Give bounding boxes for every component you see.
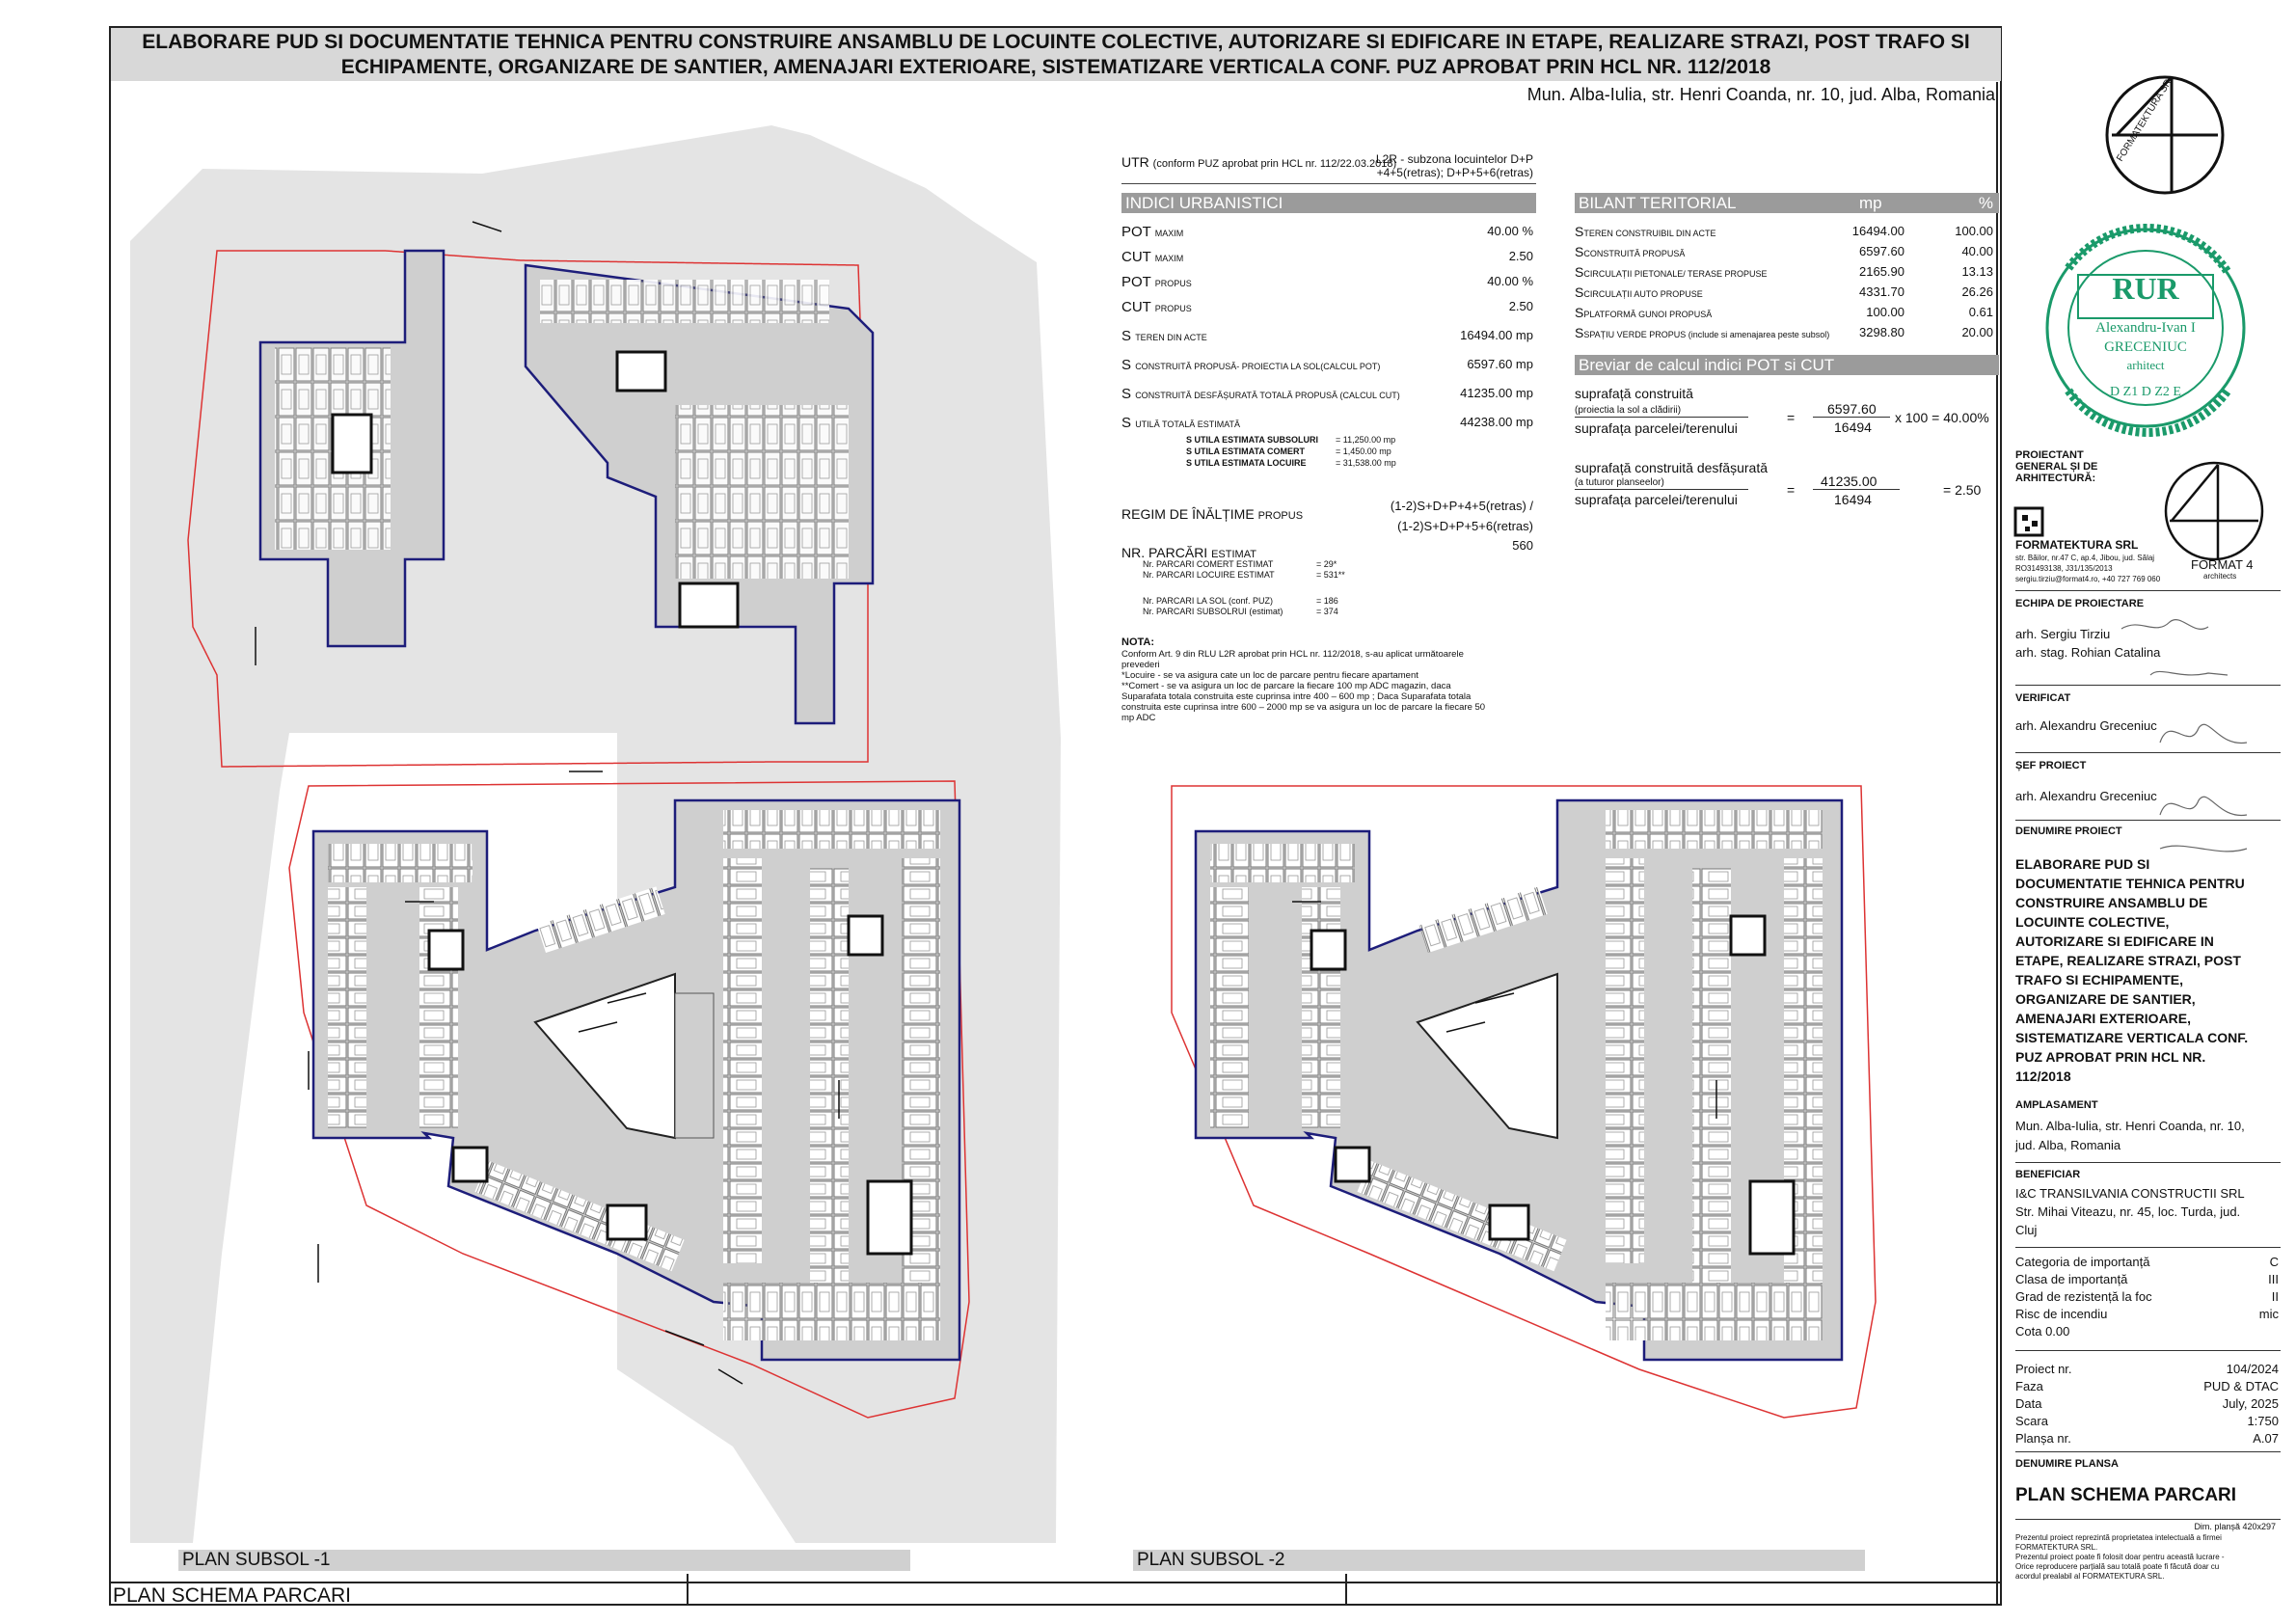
verificat-name: arh. Alexandru Greceniuc: [2015, 718, 2157, 733]
indici-row-label: S TEREN DIN ACTE: [1121, 328, 1207, 344]
bilant-row-pct: 100.00: [1955, 224, 1993, 238]
utile-label: S UTILA ESTIMATA LOCUIRE: [1186, 458, 1307, 468]
pot-num-sub: (proiectia la sol a clădirii): [1575, 405, 1682, 416]
indici-row-label: S CONSTRUITĂ PROPUSĂ- PROIECTIA LA SOL(CALCUL POT): [1121, 357, 1381, 373]
parcari-row-value: = 374: [1316, 607, 1338, 616]
property-value: II: [2271, 1289, 2279, 1304]
nota-title: NOTA:: [1121, 636, 1155, 648]
pot-rule: [1575, 417, 1748, 418]
property-value: III: [2268, 1272, 2279, 1286]
tb-rule-1: [2015, 590, 2281, 591]
project-info-label: Proiect nr.: [2015, 1362, 2072, 1376]
denumire-label: DENUMIRE PROIECT: [2015, 825, 2122, 837]
denumire-line: ETAPE, REALIZARE STRAZI, POST: [2015, 953, 2241, 968]
nota-line: construita este cuprinsa intre 600 – 2000 mp se va asigura un loc de parcare la fiecare 50: [1121, 702, 1486, 713]
utile-value: = 11,250.00 mp: [1336, 435, 1396, 445]
tb-rule-2: [2015, 685, 2281, 686]
legal-line: Orice reproducere parțială sau totală poate fi făcută doar cu: [2015, 1562, 2220, 1571]
beneficiar-line: Cluj: [2015, 1223, 2038, 1237]
tb-rule-6: [2015, 1247, 2281, 1248]
cut-eq: =: [1787, 482, 1796, 498]
indici-row-value: 16494.00 mp: [1460, 328, 1533, 342]
bilant-row-pct: 20.00: [1961, 325, 1993, 339]
bilant-row-label: STEREN CONSTRUIBIL DIN ACTE: [1575, 224, 1716, 239]
indici-row-sub: PROPUS: [1154, 279, 1192, 288]
indici-row-label: POT PROPUS: [1121, 274, 1192, 290]
property-label: Clasa de importanță: [2015, 1272, 2128, 1286]
bilant-row-sub: CIRCULAȚII PIETONALE/ TERASE PROPUSE: [1583, 269, 1768, 279]
cut-result: = 2.50: [1943, 482, 1982, 498]
utile-value: = 1,450.00 mp: [1336, 446, 1391, 456]
cut-num-label: suprafață construită desfășurată: [1575, 460, 1769, 475]
legal-line: FORMATEKTURA SRL.: [2015, 1543, 2098, 1552]
pot-num: 6597.60: [1827, 401, 1877, 417]
indici-row-sub: CONSTRUITĂ DESFĂȘURATĂ TOTALĂ PROPUSĂ (CALCUL CUT): [1135, 391, 1400, 400]
indici-row-value: 2.50: [1508, 299, 1533, 313]
pot-eq: =: [1787, 410, 1796, 425]
regim-value-2: (1-2)S+D+P+5+6(retras): [1397, 519, 1533, 533]
nota-line: mp ADC: [1121, 713, 1156, 723]
svg-text:RUR: RUR: [2112, 271, 2179, 306]
svg-text:Alexandru-Ivan I: Alexandru-Ivan I: [2095, 320, 2196, 336]
format4-label: FORMAT 4: [2191, 557, 2254, 572]
cut-num-sub: (a tuturor planseelor): [1575, 477, 1664, 488]
nota-line: Conform Art. 9 din RLU L2R aprobat prin HCL nr. 112/2018, s-au aplicat următoarele: [1121, 649, 1464, 660]
bilant-row-sub: CIRCULAȚII AUTO PROPUSE: [1583, 289, 1703, 299]
utile-value: = 31,538.00 mp: [1336, 458, 1396, 468]
indici-row-sub: MAXIM: [1154, 229, 1184, 238]
tb-rule-5: [2015, 1162, 2281, 1163]
bilant-row-sub: PLATFORMĂ GUNOI PROPUSĂ: [1583, 310, 1713, 319]
utr-rule: [1121, 183, 1536, 184]
indici-row-sub: CONSTRUITĂ PROPUSĂ- PROIECTIA LA SOL(CALCUL POT): [1135, 362, 1381, 371]
project-info-value: 104/2024: [2226, 1362, 2279, 1376]
proiectant-label: PROIECTANT GENERAL ȘI DE ARHITECTURĂ:: [2015, 449, 2098, 484]
nota-line: prevederi: [1121, 660, 1160, 670]
denumire-line: ORGANIZARE DE SANTIER,: [2015, 991, 2196, 1007]
tb-rule-3: [2015, 752, 2281, 753]
denumire-line: PUZ APROBAT PRIN HCL NR.: [2015, 1049, 2206, 1065]
cut-rule: [1575, 489, 1748, 490]
verificat-label: VERIFICAT: [2015, 692, 2071, 704]
property-label: Risc de incendiu: [2015, 1307, 2108, 1321]
property-value: mic: [2258, 1307, 2279, 1321]
amplasament-label: AMPLASAMENT: [2015, 1099, 2098, 1111]
svg-text:arhitect: arhitect: [2126, 358, 2165, 372]
bilant-row-label: SPLATFORMĂ GUNOI PROPUSĂ: [1575, 305, 1713, 320]
project-info-label: Data: [2015, 1396, 2042, 1411]
bilant-row-mp: 4331.70: [1859, 284, 1904, 299]
tb-rule-9: [2015, 1519, 2281, 1520]
denumire-line: LOCUINTE COLECTIVE,: [2015, 914, 2170, 930]
bilant-row-mp: 16494.00: [1851, 224, 1904, 238]
echipa-label: ECHIPA DE PROIECTARE: [2015, 598, 2145, 609]
plansa-title: PLAN SCHEMA PARCARI: [2015, 1485, 2237, 1505]
bilant-row-label: SSPAȚIU VERDE PROPUS (include si amenajarea peste subsol): [1575, 325, 1830, 340]
amplasament-line: Mun. Alba-Iulia, str. Henri Coanda, nr. 10,: [2015, 1119, 2245, 1133]
company-line: str. Băilor, nr.47 C, ap.4, Jibou, jud. Sălaj: [2015, 554, 2155, 562]
bilant-row-mp: 100.00: [1866, 305, 1904, 319]
denumire-line: CONSTRUIRE ANSAMBLU DE: [2015, 895, 2208, 910]
bottom-tick-1: [687, 1574, 689, 1606]
legal-line: Prezentul proiect reprezintă proprietatea intelectuală a firmei: [2015, 1533, 2222, 1542]
bilant-row-label: SCIRCULAȚII AUTO PROPUSE: [1575, 284, 1703, 300]
property-value: C: [2269, 1255, 2279, 1269]
indici-header: INDICI URBANISTICI: [1121, 193, 1536, 213]
beneficiar-line: Str. Mihai Viteazu, nr. 45, loc. Turda, jud.: [2015, 1204, 2241, 1219]
utile-label: S UTILA ESTIMATA COMERT: [1186, 446, 1305, 456]
tb-rule-8: [2015, 1451, 2281, 1452]
denumire-line: ELABORARE PUD SI: [2015, 856, 2150, 872]
indici-row-value: 40.00 %: [1487, 274, 1533, 288]
bottom-tick-2: [1345, 1574, 1347, 1606]
denumire-line: AUTORIZARE SI EDIFICARE IN: [2015, 933, 2214, 949]
pot-frac-rule: [1813, 417, 1890, 418]
utr-value: L2R - subzona locuintelor D+P +4+5(retras); D+P+5+6(retras): [1375, 152, 1533, 179]
parcari-row-label: Nr. PARCARI LOCUIRE ESTIMAT: [1143, 570, 1275, 580]
plansa-label: DENUMIRE PLANSA: [2015, 1458, 2119, 1470]
project-info-value: PUD & DTAC: [2203, 1379, 2279, 1393]
indici-row-sub: MAXIM: [1154, 254, 1184, 263]
dim-plansa: Dim. planșă 420x297: [2194, 1522, 2276, 1531]
project-info-label: Faza: [2015, 1379, 2043, 1393]
parcari-row-label: Nr. PARCARI SUBSOLRUI (estimat): [1143, 607, 1283, 616]
project-info-value: A.07: [2253, 1431, 2279, 1446]
regim-value-1: (1-2)S+D+P+4+5(retras) /: [1390, 499, 1533, 513]
bilant-row-pct: 0.61: [1968, 305, 1993, 319]
bilant-header: BILANT TERITORIAL mp %: [1575, 193, 1999, 213]
sef-name: arh. Alexandru Greceniuc: [2015, 789, 2157, 803]
indici-row-sub: PROPUS: [1154, 304, 1192, 313]
property-label: Cota 0.00: [2015, 1324, 2070, 1339]
cut-num: 41235.00: [1821, 473, 1877, 489]
bilant-row-pct: 13.13: [1961, 264, 1993, 279]
project-info-value: 1:750: [2247, 1414, 2279, 1428]
bilant-row-sub: CONSTRUITĂ PROPUSĂ: [1583, 249, 1686, 258]
indici-row-value: 6597.60 mp: [1467, 357, 1533, 371]
pot-num-label: suprafață construită: [1575, 386, 1693, 401]
regim-label: REGIM DE ÎNĂLȚIME PROPUS: [1121, 506, 1304, 522]
nota-line: *Locuire - se va asigura cate un loc de parcare pentru fiecare apartament: [1121, 670, 1418, 681]
indici-row-label: CUT MAXIM: [1121, 249, 1184, 265]
project-info-label: Scara: [2015, 1414, 2048, 1428]
nota-line: **Comert - se va asigura un loc de parcare la fiecare 100 mp ADC magazin, daca: [1121, 681, 1451, 691]
indici-row-sub: UTILĂ TOTALĂ ESTIMATĂ: [1135, 419, 1241, 429]
parcari-row-value: = 186: [1316, 596, 1338, 606]
amplasament-line: jud. Alba, Romania: [2015, 1138, 2121, 1152]
pot-result: x 100 = 40.00%: [1895, 410, 1989, 425]
denumire-line: AMENAJARI EXTERIOARE,: [2015, 1011, 2192, 1026]
denumire-line: TRAFO SI ECHIPAMENTE,: [2015, 972, 2183, 987]
indici-row-value: 41235.00 mp: [1460, 386, 1533, 400]
pot-den: 16494: [1834, 419, 1872, 435]
company-name: FORMATEKTURA SRL: [2015, 538, 2139, 552]
indici-row-value: 2.50: [1508, 249, 1533, 263]
bilant-row-mp: 6597.60: [1859, 244, 1904, 258]
indici-row-sub: TEREN DIN ACTE: [1135, 333, 1207, 342]
tb-rule-7: [2015, 1350, 2281, 1351]
parcari-label: NR. PARCĂRI ESTIMAT: [1121, 545, 1256, 560]
bilant-row-sub: TEREN CONSTRUIBIL DIN ACTE: [1583, 229, 1716, 238]
breviar-header: Breviar de calcul indici POT si CUT: [1575, 355, 1999, 375]
parcari-row-value: = 531**: [1316, 570, 1345, 580]
parcari-row-value: = 29*: [1316, 559, 1337, 569]
plan-subsol-1-label: PLAN SUBSOL -1: [178, 1550, 910, 1571]
parcari-total: 560: [1512, 538, 1533, 553]
echipa-1: arh. Sergiu Tirziu: [2015, 627, 2111, 641]
utile-label: S UTILA ESTIMATA SUBSOLURI: [1186, 435, 1318, 445]
indici-row-label: POT MAXIM: [1121, 224, 1184, 240]
denumire-line: SISTEMATIZARE VERTICALA CONF.: [2015, 1030, 2249, 1045]
parcari-row-label: Nr. PARCARI COMERT ESTIMAT: [1143, 559, 1274, 569]
svg-text:FORMATEKTURA SRL: FORMATEKTURA SRL: [2115, 72, 2177, 164]
bilant-row-sub: SPAȚIU VERDE PROPUS (include si amenajarea peste subsol): [1583, 330, 1830, 339]
bilant-row-pct: 26.26: [1961, 284, 1993, 299]
nota-line: Suparafata totala construita este cuprinsa intre 400 – 600 mp ; Daca Suparafata totala: [1121, 691, 1472, 702]
format4-sub: architects: [2203, 572, 2237, 581]
qr-code: [2015, 508, 2042, 535]
bilant-row-label: SCONSTRUITĂ PROPUSĂ: [1575, 244, 1686, 259]
header-line-2: ECHIPAMENTE, ORGANIZARE DE SANTIER, AMENAJARI EXTERIOARE, SISTEMATIZARE VERTICALA CONF. PUZ APROBAT PRIN HCL NR. 112/2018: [340, 56, 1771, 78]
utr-label: UTR (conform PUZ aprobat prin HCL nr. 112/22.03.2018): [1121, 154, 1397, 170]
location-text: Mun. Alba-Iulia, str. Henri Coanda, nr. 10, jud. Alba, Romania: [1526, 85, 1995, 104]
legal-line: acordul prealabil al FORMATEKTURA SRL.: [2015, 1572, 2165, 1581]
cut-den-label: suprafața parcelei/terenului: [1575, 492, 1738, 507]
bilant-row-pct: 40.00: [1961, 244, 1993, 258]
beneficiar-label: BENEFICIAR: [2015, 1169, 2081, 1180]
svg-text:D Z1 D Z2 E: D Z1 D Z2 E: [2110, 385, 2181, 399]
property-label: Categoria de importanță: [2015, 1255, 2150, 1269]
echipa-2: arh. stag. Rohian Catalina: [2015, 645, 2161, 660]
plan-subsol-2-label: PLAN SUBSOL -2: [1133, 1550, 1865, 1571]
bilant-row-mp: 3298.80: [1859, 325, 1904, 339]
pot-den-label: suprafața parcelei/terenului: [1575, 420, 1738, 436]
indici-row-value: 44238.00 mp: [1460, 415, 1533, 429]
svg-text:GRECENIUC: GRECENIUC: [2104, 339, 2187, 355]
indici-row-label: S CONSTRUITĂ DESFĂȘURATĂ TOTALĂ PROPUSĂ (CALCUL CUT): [1121, 386, 1400, 402]
indici-row-label: S UTILĂ TOTALĂ ESTIMATĂ: [1121, 415, 1241, 431]
property-label: Grad de rezistență la foc: [2015, 1289, 2152, 1304]
indici-row-value: 40.00 %: [1487, 224, 1533, 238]
parcari-row-label: Nr. PARCARI LA SOL (conf. PUZ): [1143, 596, 1274, 606]
bottom-title-bar: PLAN SCHEMA PARCARI: [109, 1582, 2002, 1606]
company-line: sergiu.tirziu@format4.ro, +40 727 769 060: [2015, 575, 2161, 583]
header-line-1: ELABORARE PUD SI DOCUMENTATIE TEHNICA PENTRU CONSTRUIRE ANSAMBLU DE LOCUINTE COLECTIVE, AUTORIZARE SI EDIFICARE IN ETAPE, REALIZARE STRAZI, POST TRAFO SI: [142, 31, 1970, 53]
project-info-value: July, 2025: [2222, 1396, 2279, 1411]
company-line: RO31493138, J31/135/2013: [2015, 564, 2113, 573]
cut-den: 16494: [1834, 492, 1872, 507]
sef-label: ȘEF PROIECT: [2015, 760, 2087, 771]
project-info-label: Planșa nr.: [2015, 1431, 2071, 1446]
legal-line: Prezentul proiect poate fi folosit doar pentru această lucrare -: [2015, 1553, 2225, 1561]
cut-frac-rule: [1813, 489, 1900, 490]
indici-row-label: CUT PROPUS: [1121, 299, 1192, 315]
bilant-row-mp: 2165.90: [1859, 264, 1904, 279]
denumire-line: DOCUMENTATIE TEHNICA PENTRU: [2015, 876, 2245, 891]
tb-rule-4: [2015, 820, 2281, 821]
beneficiar-line: I&C TRANSILVANIA CONSTRUCTII SRL: [2015, 1186, 2245, 1201]
bilant-row-label: SCIRCULAȚII PIETONALE/ TERASE PROPUSE: [1575, 264, 1768, 280]
denumire-line: 112/2018: [2015, 1068, 2071, 1084]
